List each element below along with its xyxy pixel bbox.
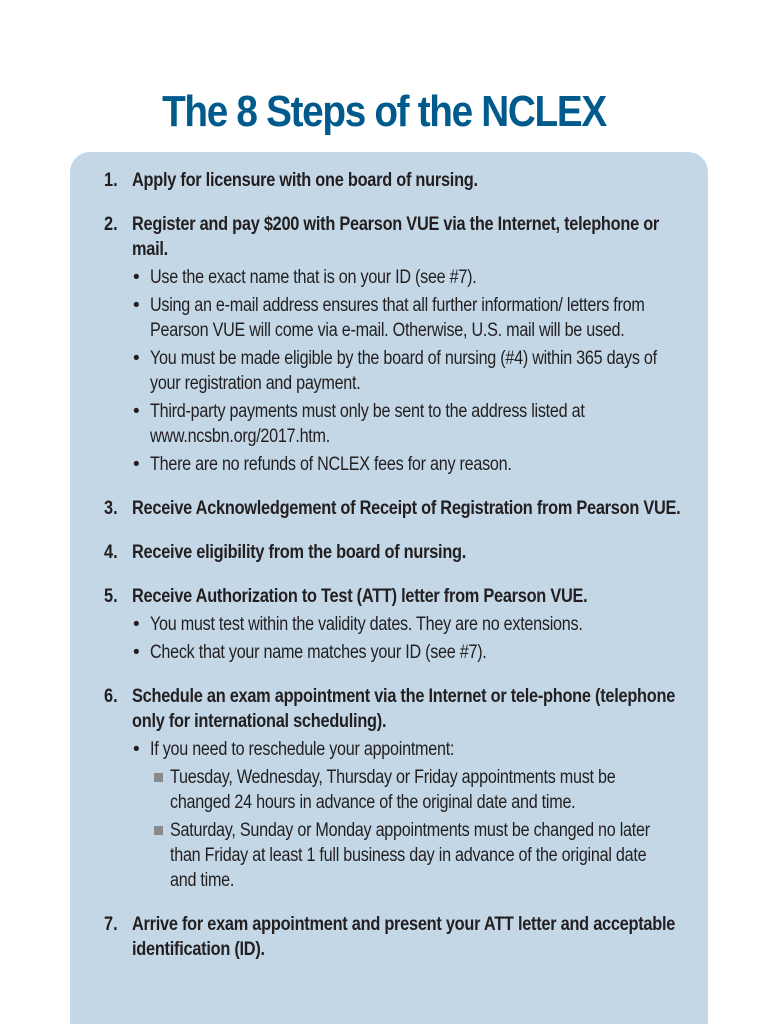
bullet-text: Use the exact name that is on your ID (see #7). [150,267,477,288]
bullet-dot-icon: • [133,348,140,369]
sub-bullet-item [150,818,684,893]
bullet-text: Third-party payments must only be sent to the address listed at www.ncsbn.org/2017.htm. [150,401,585,447]
step-heading: Schedule an exam appointment via the Internet or tele-phone (telephone only for international scheduling). [132,686,676,732]
bullet-dot-icon: • [133,642,140,663]
step-heading: Arrive for exam appointment and present your ATT letter and acceptable identification (ID). [132,914,676,960]
bullet-dot-icon: • [133,739,140,760]
bullet-item [132,293,684,343]
square-bullet-icon [154,773,163,782]
step-heading: Apply for licensure with one board of nursing. [132,170,478,191]
bullet-dot-icon: • [133,295,140,316]
bullet-list [132,265,684,477]
bullet-text: You must be made eligible by the board of nursing (#4) within 365 days of your registration and payment. [150,348,657,394]
square-bullet-icon [154,826,163,835]
step-number: 2. [104,214,118,235]
sub-bullet-text: Tuesday, Wednesday, Thursday or Friday appointments must be changed 24 hours in advance of the original date and time. [170,767,616,813]
bullet-item [132,737,684,893]
step-heading: Receive Acknowledgement of Receipt of Registration from Pearson VUE. [132,498,681,519]
step-number: 1. [104,170,118,191]
step-heading: Receive eligibility from the board of nursing. [132,542,467,563]
page-title: The 8 Steps of the NCLEX [162,87,606,136]
step-heading: Receive Authorization to Test (ATT) letter from Pearson VUE. [132,586,588,607]
step-number: 6. [104,686,118,707]
step-heading: Register and pay $200 with Pearson VUE via the Internet, telephone or mail. [132,214,660,260]
bullet-text: Check that your name matches your ID (see #7). [150,642,487,663]
bullet-list [132,612,684,665]
bullet-item [132,452,684,477]
bullet-item [132,612,684,637]
bullet-dot-icon: • [133,614,140,635]
sub-bullet-item [150,765,684,815]
bullet-item [132,399,684,449]
bullet-text: If you need to reschedule your appointment: [150,739,455,760]
step-1 [104,168,684,193]
sub-bullet-list [150,765,684,893]
step-3 [104,496,684,521]
bullet-dot-icon: • [133,401,140,422]
step-number: 3. [104,498,118,519]
step-2 [104,212,684,477]
bullet-item [132,265,684,290]
bullet-list [132,737,684,893]
step-6 [104,684,684,893]
step-5 [104,584,684,665]
bullet-text: You must test within the validity dates. They are no extensions. [150,614,583,635]
step-7 [104,912,684,962]
bullet-item [132,640,684,665]
sub-bullet-text: Saturday, Sunday or Monday appointments must be changed no later than Friday at least 1 full business day in advance of the original date and time. [170,820,650,891]
step-number: 4. [104,542,118,563]
steps-list [104,168,684,981]
bullet-text: Using an e-mail address ensures that all further information/ letters from Pearson VUE will come via e-mail. Otherwise, U.S. mail will be used. [150,295,645,341]
bullet-item [132,346,684,396]
bullet-dot-icon: • [133,267,140,288]
step-number: 5. [104,586,118,607]
steps-panel [70,152,708,1024]
step-4 [104,540,684,565]
bullet-text: There are no refunds of NCLEX fees for any reason. [150,454,512,475]
step-number: 7. [104,914,118,935]
bullet-dot-icon: • [133,454,140,475]
